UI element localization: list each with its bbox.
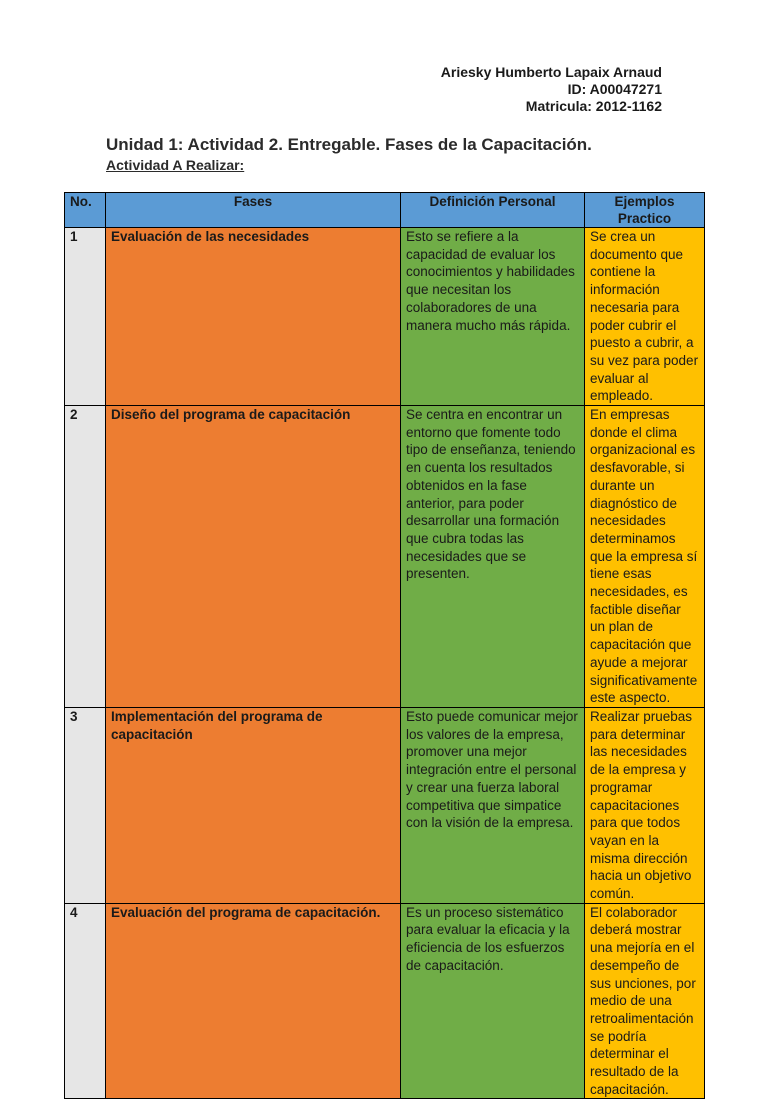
row-number: 4 xyxy=(65,903,106,1099)
ejemplo-cell: En empresas donde el clima organizacional es desfavorable, si durante un diagnóstico de necesidades determinamos que la empresa sí tiene esas necesidades, es factible diseñar un plan de capacitación que ayude a mejorar significativamente este aspecto. xyxy=(585,406,705,708)
ejemplo-cell: Realizar pruebas para determinar las necesidades de la empresa y programar capacitaciones para que todos vayan en la misma dirección hacia un objetivo común. xyxy=(585,707,705,903)
ejemplo-cell: Se crea un documento que contiene la información necesaria para poder cubrir el puesto a cubrir, a su vez para poder evaluar al empleado. xyxy=(585,228,705,406)
fase-cell: Evaluación de las necesidades xyxy=(106,228,401,406)
ejemplo-cell: El colaborador deberá mostrar una mejoría en el desempeño de sus unciones, por medio de una retroalimentación se podría determinar el resultado de la capacitación. xyxy=(585,903,705,1099)
fase-cell: Diseño del programa de capacitación xyxy=(106,406,401,708)
student-id: ID: A00047271 xyxy=(567,81,662,97)
table-row xyxy=(65,707,705,903)
row-number: 3 xyxy=(65,707,106,903)
row-number: 2 xyxy=(65,406,106,708)
table-row xyxy=(65,228,705,406)
definicion-cell: Esto se refiere a la capacidad de evaluar los conocimientos y habilidades que necesitan los colaboradores de una manera mucho más rápida. xyxy=(401,228,585,406)
table-row xyxy=(65,903,705,1099)
author-block xyxy=(441,64,662,115)
header-no: No. xyxy=(65,193,106,228)
row-number: 1 xyxy=(65,228,106,406)
header-ejemplos: Ejemplos Practico xyxy=(585,193,705,228)
header-fases: Fases xyxy=(106,193,401,228)
definicion-cell: Se centra en encontrar un entorno que fomente todo tipo de enseñanza, teniendo en cuenta los resultados obtenidos en la fase anterior, para poder desarrollar una formación que cubra todas las necesidades que se presenten. xyxy=(401,406,585,708)
table-row xyxy=(65,406,705,708)
definicion-cell: Es un proceso sistemático para evaluar la eficacia y la eficiencia de los esfuerzos de capacitación. xyxy=(401,903,585,1099)
matricula: Matricula: 2012-1162 xyxy=(525,98,662,114)
document-subtitle: Actividad A Realizar: xyxy=(106,157,245,173)
author-name: Ariesky Humberto Lapaix Arnaud xyxy=(440,64,662,80)
table-header-row xyxy=(65,193,705,228)
header-definicion: Definición Personal xyxy=(401,193,585,228)
definicion-cell: Esto puede comunicar mejor los valores de la empresa, promover una mejor integración entre el personal y crear una fuerza laboral competitiva que simpatice con la visión de la empresa. xyxy=(401,707,585,903)
phases-table xyxy=(64,192,705,1099)
fase-cell: Evaluación del programa de capacitación. xyxy=(106,903,401,1099)
fase-cell: Implementación del programa de capacitación xyxy=(106,707,401,903)
document-title: Unidad 1: Actividad 2. Entregable. Fases de la Capacitación. xyxy=(106,135,592,154)
